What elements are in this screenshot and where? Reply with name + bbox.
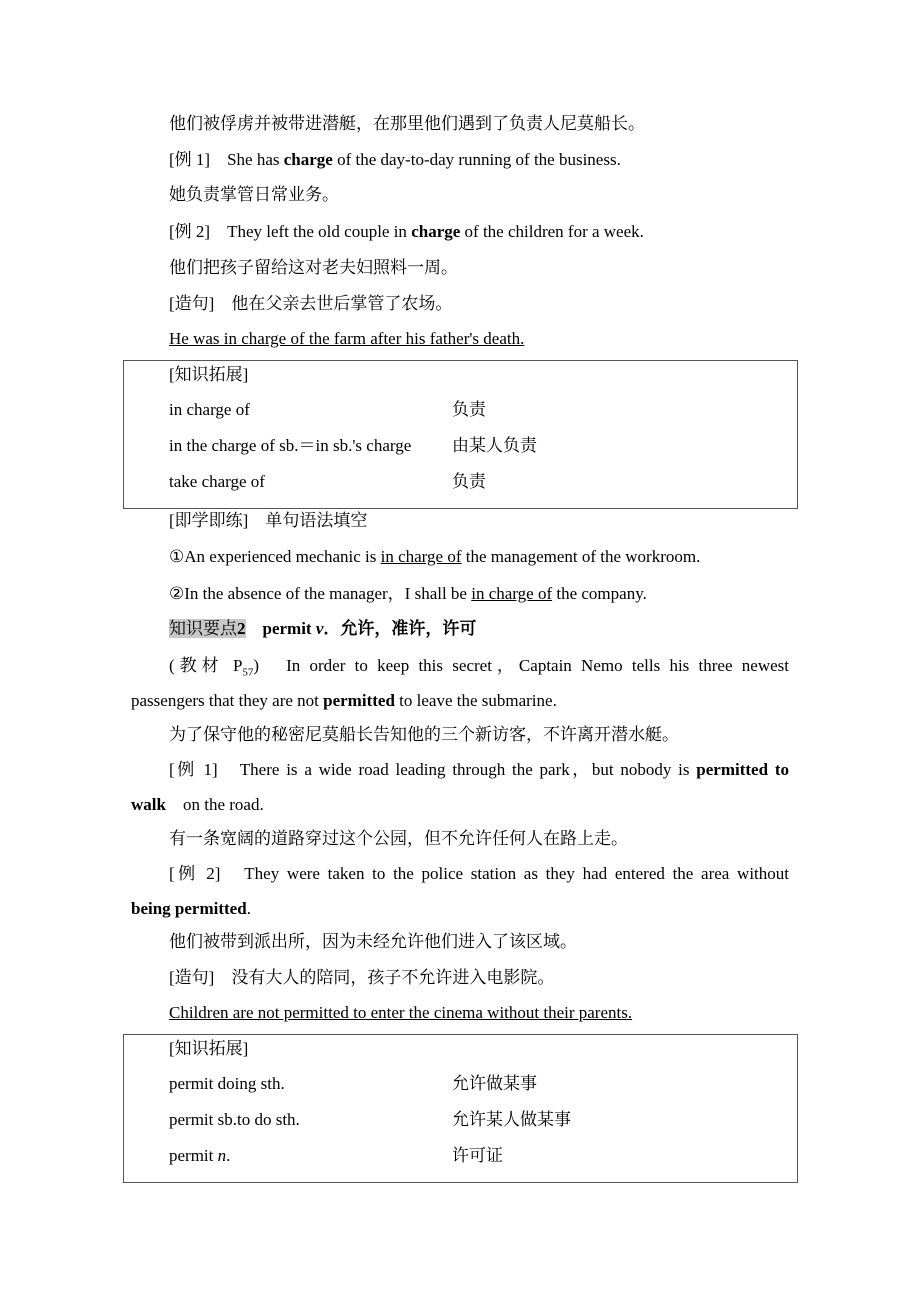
text-segment: [例 2] They were taken to the police station as they had entered the area without [169, 864, 789, 883]
phrase-meaning: 允许某人做某事 [452, 1110, 571, 1129]
bold-text: 2 [237, 619, 246, 638]
text-line [169, 293, 452, 315]
text-line [169, 967, 554, 989]
text-line [169, 221, 644, 243]
text-line [169, 863, 789, 885]
text-segment: of the day-to-day running of the business. [332, 150, 621, 169]
text-segment: 他们被带到派出所，因为未经允许他们进入了该区域。 [169, 932, 577, 951]
bold-text: v [315, 619, 324, 638]
phrase [169, 1145, 230, 1167]
section-heading [169, 618, 476, 640]
text-segment: 57 [242, 666, 254, 679]
text-line [169, 510, 367, 532]
phrase [169, 471, 265, 493]
bold-text: being permitted [131, 899, 247, 918]
phrase-text: permit [169, 1146, 218, 1165]
text-segment: of the children for a week. [460, 222, 644, 241]
bold-text: walk [131, 795, 166, 814]
text-segment: the management of the workroom. [461, 547, 701, 566]
text-line [169, 931, 577, 953]
text-segment: passengers that they are not [131, 691, 324, 710]
phrase [169, 1073, 285, 1095]
bold-text: permit [262, 619, 316, 638]
text-segment: to leave the submarine. [394, 691, 557, 710]
bold-text: charge [283, 150, 333, 169]
text-line [169, 113, 645, 135]
phrase-text: permit doing sth. [169, 1074, 285, 1093]
text-segment: [即学即练] 单句语法填空 [169, 511, 368, 530]
box-title: [知识拓展] [169, 1039, 249, 1058]
text-line [169, 655, 789, 683]
text-segment: 为了保守他的秘密尼莫船长告知他的三个新访客，不许离开潜水艇。 [169, 725, 679, 744]
text-segment: . [246, 899, 251, 918]
phrase-text: . [226, 1146, 231, 1165]
phrase-meaning: 负责 [452, 400, 486, 419]
phrase [169, 435, 411, 457]
text-line [169, 583, 647, 605]
bold-text: ．允许，准许，许可 [323, 619, 477, 638]
phrase [169, 399, 250, 421]
text-segment: (教材 P [169, 656, 243, 675]
text-segment: ) In order to keep this secret，Captain Nemo tells his three newest [253, 656, 789, 675]
text-segment: [例 1] There is a wide road leading through the park，but nobody is [169, 760, 697, 779]
text-segment: 她负责掌管日常业务。 [169, 185, 339, 204]
bold-text: charge [411, 222, 461, 241]
text-line [169, 546, 700, 568]
text-segment: 他们被俘虏并被带进潜艇，在那里他们遇到了负责人尼莫船长。 [169, 114, 645, 133]
text-line [169, 759, 789, 781]
text-line [131, 690, 557, 712]
text-line [131, 794, 264, 816]
phrase-meaning: 由某人负责 [452, 436, 537, 455]
answer-text: Children are not permitted to enter the cinema without their parents. [169, 1003, 633, 1022]
text-line [169, 828, 628, 850]
answer-text: in charge of [471, 584, 553, 603]
answer-text: in charge of [380, 547, 462, 566]
text-line [169, 328, 524, 350]
phrase-meaning: 负责 [452, 472, 486, 491]
text-segment: 他们把孩子留给这对老夫妇照料一周。 [169, 258, 458, 277]
phrase-meaning: 许可证 [452, 1146, 503, 1165]
text-segment: the company. [552, 584, 647, 603]
text-segment: ②In the absence of the manager，I shall be [169, 584, 472, 603]
text-line [131, 898, 251, 920]
phrase-text: permit sb.to do sth. [169, 1110, 300, 1129]
phrase-text: n [217, 1146, 227, 1165]
phrase-text: take charge of [169, 472, 265, 491]
bold-text: permitted to [696, 760, 789, 779]
text-segment: [例 1] She has [169, 150, 284, 169]
text-segment: [例 2] They left the old couple in [169, 222, 412, 241]
text-line [169, 1002, 632, 1024]
text-segment: 知识要点 [169, 619, 237, 638]
bold-text: permitted [323, 691, 395, 710]
text-line [169, 184, 339, 206]
text-segment [246, 619, 263, 638]
text-segment: 有一条宽阔的道路穿过这个公园，但不允许任何人在路上走。 [169, 829, 628, 848]
phrase-text: in the charge of sb.＝in sb.'s charge [169, 436, 412, 455]
phrase-text: in charge of [169, 400, 250, 419]
text-segment: [造句] 他在父亲去世后掌管了农场。 [169, 294, 453, 313]
text-segment: ①An experienced mechanic is [169, 547, 381, 566]
text-line [169, 257, 458, 279]
box-title: [知识拓展] [169, 365, 249, 384]
phrase [169, 1109, 300, 1131]
phrase-meaning: 允许做某事 [452, 1074, 537, 1093]
text-segment: [造句] 没有大人的陪同，孩子不允许进入电影院。 [169, 968, 555, 987]
answer-text: He was in charge of the farm after his father's death. [169, 329, 525, 348]
text-segment: on the road. [165, 795, 264, 814]
text-line [169, 149, 621, 171]
text-line [169, 724, 679, 746]
